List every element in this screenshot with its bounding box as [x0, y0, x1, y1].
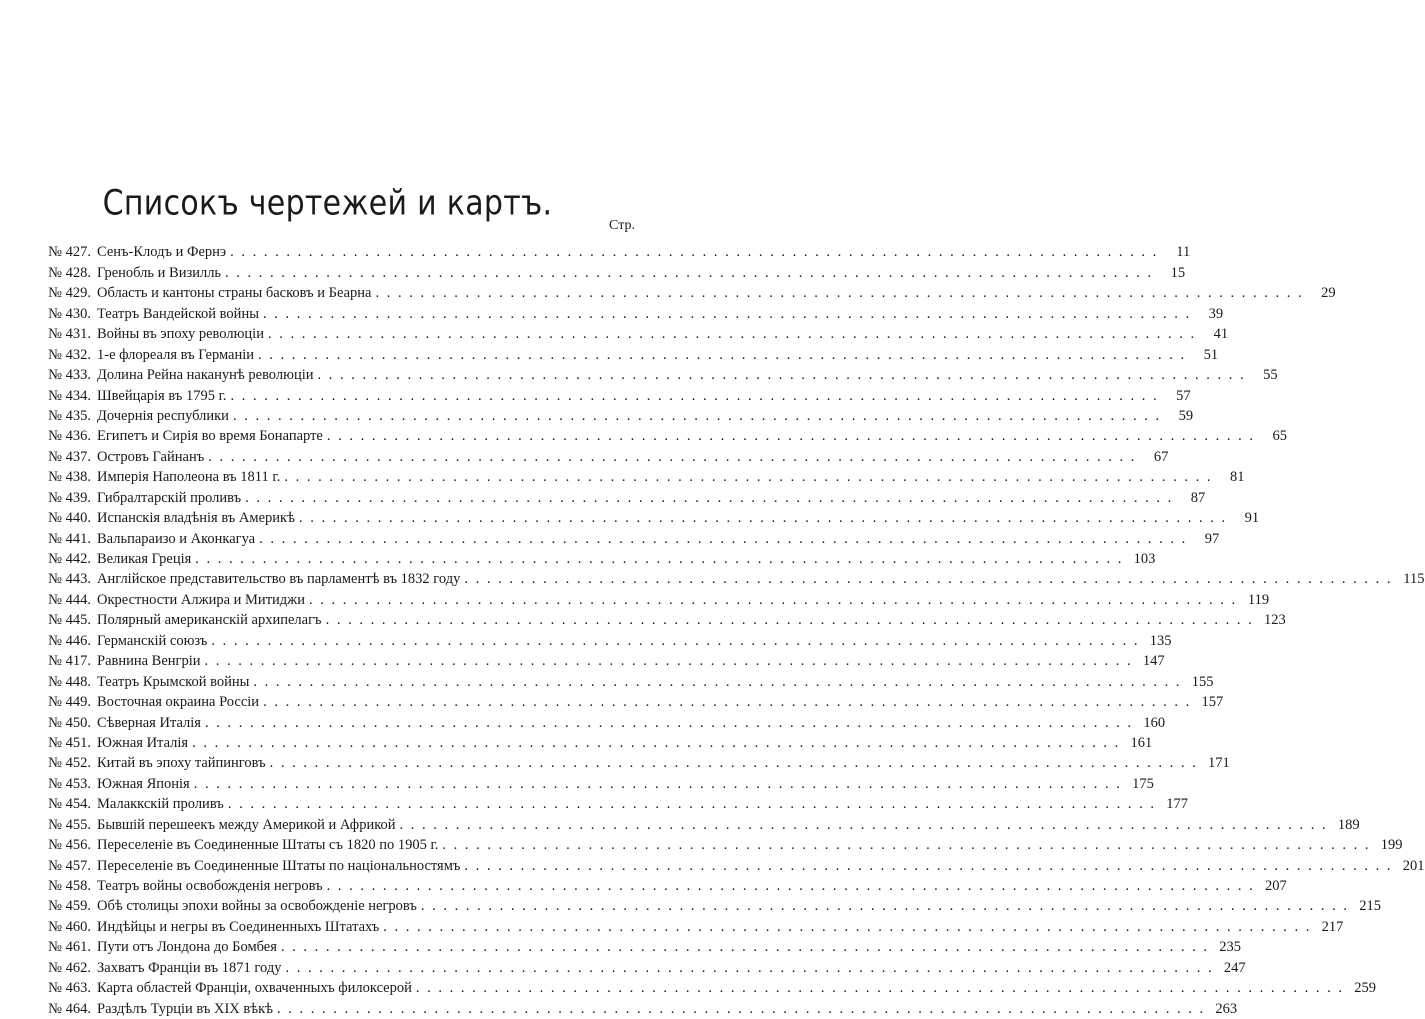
entry-page: 177	[1166, 796, 1188, 813]
entry-page: 119	[1247, 591, 1270, 608]
toc-entry	[19, 649, 1165, 670]
dot-leader	[442, 837, 1370, 853]
entry-title: Захватъ Франціи въ 1871 году	[97, 959, 282, 976]
toc-entry	[19, 710, 1166, 731]
entry-number: № 435.	[48, 407, 91, 424]
entry-title: Гибралтарскій проливъ	[97, 489, 242, 506]
entry-title: Испанскія владѣнія въ Америкѣ	[97, 510, 295, 527]
entry-title: Окрестности Алжира и Митиджи	[97, 591, 305, 608]
dot-leader	[259, 531, 1187, 547]
dot-leader	[327, 428, 1255, 444]
entry-number: № 461.	[48, 939, 91, 956]
entry-title: Раздѣлъ Турціи въ XIX вѣкѣ	[97, 1000, 274, 1017]
entry-number: № 450.	[48, 714, 91, 731]
entry-title: Англійское представительство въ парламентѣ въ 1832 году	[97, 571, 461, 588]
entry-title: Вальпараизо и Аконкагуа	[97, 530, 256, 547]
toc-entry	[19, 301, 1224, 322]
entry-title: Область и кантоны страны басковъ и Беарна	[97, 285, 372, 302]
entry-page: 55	[1263, 367, 1278, 384]
dot-leader	[205, 715, 1133, 731]
toc-entry	[19, 567, 1425, 588]
entry-page: 155	[1191, 673, 1214, 690]
entry-page: 57	[1176, 387, 1191, 404]
toc-entry	[19, 894, 1382, 915]
entry-number: № 455.	[48, 816, 91, 833]
dot-leader	[225, 265, 1153, 281]
entry-number: № 436.	[48, 428, 91, 445]
entry-number: № 457.	[48, 857, 91, 874]
entry-title: Сенъ-Клодъ и Фернэ	[97, 244, 227, 261]
dot-leader	[277, 1001, 1205, 1017]
toc-entry	[19, 669, 1214, 690]
dot-leader	[421, 898, 1349, 914]
entry-page: 135	[1149, 632, 1172, 649]
dot-leader	[375, 285, 1303, 301]
entry-title: Германскій союзъ	[97, 632, 208, 649]
entry-page: 123	[1263, 612, 1286, 629]
entry-number: № 431.	[48, 326, 91, 343]
dot-leader	[464, 571, 1392, 587]
toc-entry	[19, 628, 1172, 649]
entry-title: Долина Рейна наканунѣ революціи	[97, 367, 314, 384]
entry-number: № 459.	[48, 898, 91, 915]
entry-page: 65	[1272, 428, 1287, 445]
entry-title: Гренобль и Визилль	[97, 264, 222, 281]
toc-entry	[19, 383, 1191, 404]
entry-page: 199	[1380, 837, 1403, 854]
entry-title: Южная Японія	[97, 775, 190, 792]
entry-title: Театръ войны освобожденія негровъ	[97, 878, 323, 894]
dot-leader	[285, 960, 1213, 976]
dot-leader	[245, 490, 1173, 506]
dot-leader	[253, 674, 1181, 690]
toc-entry	[19, 281, 1336, 302]
entry-page: 115	[1403, 571, 1425, 588]
entry-page: 235	[1219, 939, 1242, 956]
entry-title: Швейцарія въ 1795 г.	[97, 387, 227, 404]
entry-number: № 454.	[48, 796, 91, 813]
entry-number: № 417.	[48, 653, 91, 670]
entry-title: Южная Италія	[97, 734, 189, 751]
entry-number: № 438.	[48, 469, 91, 486]
dot-leader	[318, 367, 1246, 383]
entry-number: № 462.	[48, 959, 91, 976]
toc-entry	[19, 444, 1169, 465]
entry-page: 97	[1204, 530, 1220, 547]
entry-title: Китай въ эпоху тайпинговъ	[97, 755, 266, 772]
toc-entry	[19, 853, 1425, 874]
toc-entry	[19, 587, 1270, 608]
entry-page: 29	[1321, 285, 1336, 302]
entry-title: Сѣверная Италія	[97, 714, 201, 731]
dot-leader	[464, 858, 1392, 874]
entry-title: Театръ Вандейской войны	[97, 305, 259, 322]
dot-leader	[268, 326, 1196, 342]
dot-leader	[327, 878, 1255, 894]
entry-title: Египетъ и Сирія во время Бонапарте	[97, 428, 323, 445]
entry-title: Островъ Гайнанъ	[97, 448, 205, 465]
toc-entry	[19, 608, 1286, 629]
entry-number: № 443.	[48, 571, 91, 588]
entry-number: № 444.	[48, 591, 91, 608]
entry-page: 39	[1208, 305, 1224, 322]
dot-leader	[194, 776, 1122, 792]
toc-entry	[19, 976, 1376, 997]
entry-number: № 437.	[48, 448, 91, 465]
entry-number: № 448.	[48, 673, 91, 690]
entry-page: 175	[1132, 775, 1154, 792]
entry-title: Бывшій перешеекъ между Америкой и Африкой	[97, 816, 396, 833]
entry-number: № 451.	[48, 734, 91, 751]
entry-title: Малаккскій проливъ	[97, 796, 224, 813]
entry-number: № 458.	[48, 878, 91, 894]
toc-entry	[19, 792, 1188, 813]
toc-entry	[19, 771, 1154, 792]
entry-page: 51	[1203, 346, 1219, 363]
entry-number: № 460.	[48, 918, 91, 935]
entry-number: № 439.	[48, 489, 91, 506]
page-title: Списокъ чертежей и картъ.	[102, 183, 553, 224]
toc-entry	[19, 751, 1230, 772]
dot-leader	[258, 347, 1186, 363]
entry-page: 215	[1359, 898, 1382, 915]
dot-leader	[281, 939, 1209, 955]
dot-leader	[383, 919, 1311, 935]
entry-page: 171	[1208, 755, 1230, 772]
toc-entry	[19, 506, 1260, 527]
toc-entry	[19, 526, 1220, 547]
entry-title: Полярный американскій архипелагъ	[97, 612, 322, 629]
entry-page: 207	[1264, 878, 1287, 894]
entry-title: Равнина Венгріи	[97, 653, 201, 670]
dot-leader	[231, 388, 1159, 404]
dot-leader	[299, 510, 1227, 526]
dot-leader	[416, 980, 1344, 996]
entry-page: 247	[1223, 959, 1246, 976]
toc-entry	[19, 363, 1278, 384]
toc-entry	[19, 547, 1156, 567]
entry-page: 91	[1244, 510, 1260, 527]
entry-title: Обѣ столицы эпохи войны за освобожденіе негровъ	[97, 898, 417, 915]
dot-leader	[309, 592, 1237, 608]
entry-number: № 445.	[48, 612, 91, 629]
entry-number: № 453.	[48, 775, 91, 792]
dot-leader	[230, 244, 1158, 260]
dot-leader	[195, 551, 1123, 567]
toc-entry	[19, 996, 1238, 1017]
dot-leader	[233, 408, 1161, 424]
dot-leader	[208, 449, 1136, 465]
toc-entry	[19, 812, 1360, 833]
entry-number: № 452.	[48, 755, 91, 772]
entry-title: Войны въ эпоху революціи	[97, 326, 264, 343]
entry-number: № 430.	[48, 305, 91, 322]
toc-entry	[19, 424, 1287, 445]
entry-number: № 427.	[48, 244, 91, 261]
toc-list	[19, 240, 1425, 1017]
entry-title: Театръ Крымской войны	[97, 673, 250, 690]
dot-leader	[326, 612, 1254, 628]
dot-leader	[270, 755, 1198, 771]
entry-number: № 463.	[48, 980, 91, 997]
toc-entry	[19, 342, 1219, 363]
entry-title: Дочернія республики	[97, 407, 229, 424]
toc-entry	[19, 465, 1245, 486]
page-column-label: Стр.	[609, 218, 635, 233]
entry-number: № 456.	[48, 837, 91, 854]
entry-number: № 433.	[48, 367, 91, 384]
dot-leader	[192, 735, 1120, 751]
entry-page: 103	[1133, 551, 1156, 567]
entry-page: 59	[1178, 407, 1194, 424]
dot-leader	[400, 817, 1328, 833]
dot-leader	[211, 633, 1139, 649]
entry-number: № 464.	[48, 1000, 91, 1017]
entry-page: 41	[1213, 326, 1229, 343]
entry-number: № 440.	[48, 510, 91, 527]
entry-title: Переселеніе въ Соединенные Штаты съ 1820 по 1905 г.	[97, 837, 439, 854]
toc-entry	[19, 485, 1206, 506]
entry-title: Восточная окраина Россіи	[97, 694, 260, 711]
entry-page: 81	[1229, 469, 1245, 486]
entry-page: 157	[1201, 694, 1224, 711]
entry-number: № 442.	[48, 551, 91, 567]
toc-entry	[19, 833, 1403, 854]
toc-entry	[19, 240, 1191, 261]
toc-entry	[19, 955, 1246, 976]
entry-page: 201	[1402, 857, 1425, 874]
entry-page: 67	[1153, 448, 1169, 465]
toc-entry	[19, 731, 1153, 751]
toc-entry	[19, 322, 1229, 343]
entry-page: 11	[1176, 244, 1191, 261]
dot-leader	[284, 469, 1212, 485]
dot-leader	[263, 694, 1191, 710]
dot-leader	[205, 653, 1133, 669]
entry-page: 217	[1321, 918, 1344, 935]
entry-number: № 434.	[48, 387, 91, 404]
entry-number: № 449.	[48, 694, 91, 711]
entry-number: № 428.	[48, 264, 91, 281]
dot-leader	[228, 796, 1156, 812]
entry-title: Карта областей Франціи, охваченныхъ филоксерой	[97, 980, 412, 997]
entry-title: 1-е флореаля въ Германіи	[97, 346, 255, 363]
toc-entry	[19, 914, 1344, 935]
entry-title: Пути отъ Лондона до Бомбея	[97, 939, 277, 956]
toc-entry	[19, 260, 1186, 281]
entry-page: 160	[1143, 714, 1166, 731]
entry-page: 87	[1190, 489, 1206, 506]
entry-page: 147	[1142, 653, 1165, 670]
entry-number: № 429.	[48, 285, 91, 302]
entry-page: 259	[1354, 980, 1376, 997]
entry-title: Переселеніе въ Соединенные Штаты по національностямъ	[97, 857, 461, 874]
entry-number: № 446.	[48, 632, 91, 649]
entry-page: 161	[1130, 734, 1153, 751]
entry-title: Имперія Наполеона въ 1811 г.	[97, 469, 281, 486]
toc-entry	[19, 404, 1194, 424]
toc-entry	[19, 874, 1287, 894]
entry-number: № 432.	[48, 346, 91, 363]
entry-page: 263	[1215, 1000, 1238, 1017]
entry-title: Великая Греція	[97, 551, 192, 567]
toc-entry	[19, 690, 1224, 711]
dot-leader	[263, 306, 1191, 322]
entry-page: 15	[1170, 264, 1186, 281]
entry-title: Индѣйцы и негры въ Соединенныхъ Штатахъ	[97, 918, 380, 935]
entry-page: 189	[1337, 816, 1360, 833]
entry-number: № 441.	[48, 530, 91, 547]
toc-entry	[19, 935, 1242, 956]
